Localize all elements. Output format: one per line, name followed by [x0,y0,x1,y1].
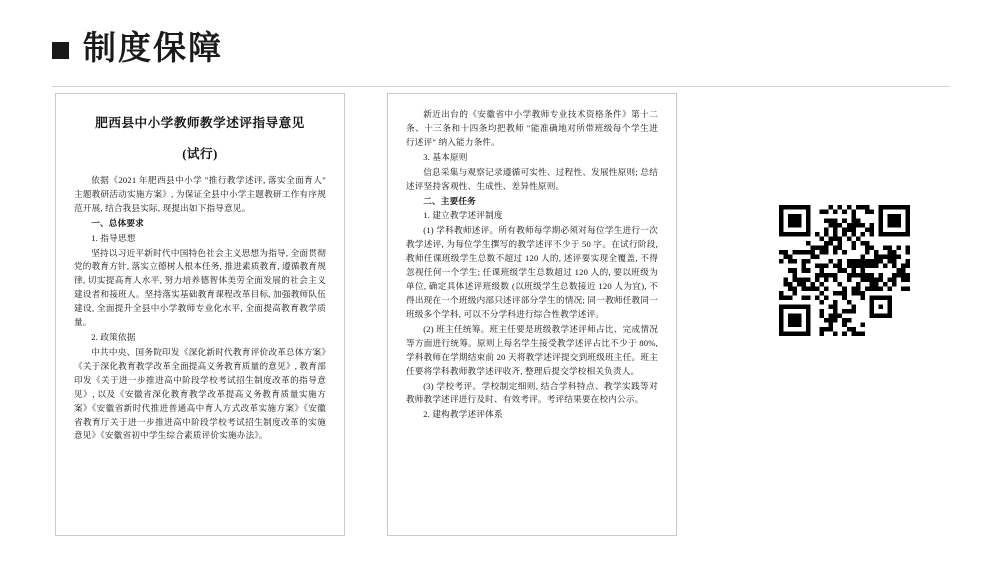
document-card-left[interactable] [55,93,345,536]
left-paragraph: 依据《2021 年肥西县中小学 "推行教学述评, 落实全面育人" 主题教研活动实施方案》, 为保证全县中小学主题教研工作有序规范开展, 结合我县实际, 现提出如下指导意见。 [74,174,326,213]
qr-code-canvas [779,205,910,336]
page-title: 制度保障 [83,29,223,66]
square-bullet-icon [52,42,69,59]
header-divider [52,86,950,87]
right-paragraph: (3) 学校考评。学校制定细则, 结合学科特点、教学实践等对教师教学述评进行及时、有效考评。考评结果要在校内公示。 [406,380,658,405]
right-paragraph: (2) 班主任统筹。班主任要是班级教学述评师占比、完成情况等方面进行统筹。原则上每名学生接受教学述评占比不少于 80%, 学科教师在学期结束前 20 天将教学述评提交到班级班主任。班主任要将学科教师教学述评收齐, 整理后提交学校相关负责人。 [406,323,658,376]
left-paragraph: 中共中央、国务院印发《深化新时代教育评价改革总体方案》《关于深化教育教学改革全面提高义务教育质量的意见》, 教育部印发《关于进一步推进高中阶段学校考试招生制度改革的指导意见》, 以及《安徽省深化教育教学改革提高义务教育质量实施方案》《安徽省新时代推进普通高中育人方式改革实施方案》《安徽省教育厅关于进一步推进高中阶段学校考试招生制度改革的实施意见》《安徽省初中学生综合素质评价实施办法》。 [74,346,326,441]
right-paragraph: (1) 学科教师述评。所有教师每学期必须对每位学生进行一次教学述评, 为每位学生撰写的教学述评不少于 50 字。在试行阶段, 教师任课班级学生总数不超过 120 人的, 述评要实现全覆盖, 不得忽视任何一个学生; 任课班级学生总数超过 120 人的, 要以班级为单位, 确定具体述评班级数 (以班级学生总数接近 120 人为宜), 不得出现在一个班级内部只述评部分学生的情况; 同一教师任教同一班级多个学科, 可以不分学科进行综合性教学述评。 [406,225,658,319]
document-card-left-content [56,94,344,535]
right-paragraph: 信息采集与观察记录遵循可实性、过程性、发展性原则; 总结述评坚持客观性、生成性、差异性原则。 [406,166,658,191]
left-paragraph: 2. 政策依据 [91,332,136,343]
left-paragraph: 坚持以习近平新时代中国特色社会主义思想为指导, 全面贯彻党的教育方针, 落实立德树人根本任务, 推进素质教育, 遵循教育规律, 切实提高育人水平, 努力培养德智体美劳全面发展的社会主义建设者和接班人。坚持落实基础教育课程改革目标, 加强教师队伍建设, 全面提升全县中小学教师专业化水平, 全面提高教育教学质量。 [74,247,326,328]
header-row [52,30,952,66]
slide-header [52,30,952,88]
document-body-right [406,108,658,422]
right-paragraph: 1. 建立教学述评制度 [423,210,503,221]
document-subtitle: (试行) [182,146,218,161]
right-paragraph: 新近出台的《安徽省中小学教师专业技术资格条件》第十二条、十三条和十四条均把教师 "能准确地对所带班级每个学生进行述评" 纳入能力条件。 [406,109,658,147]
document-card-right[interactable] [387,93,677,536]
qr-code-image [779,205,910,336]
document-card-right-content [388,94,676,535]
document-body-left [74,174,326,444]
document-title: 肥西县中小学教师教学述评指导意见 [95,116,305,130]
left-paragraph: 1. 指导思想 [91,232,136,243]
right-paragraph: 3. 基本原则 [423,151,468,162]
right-paragraph: 2. 建构教学述评体系 [423,409,503,420]
left-paragraph: 一、总体要求 [91,217,144,228]
right-paragraph: 二、主要任务 [423,195,476,206]
